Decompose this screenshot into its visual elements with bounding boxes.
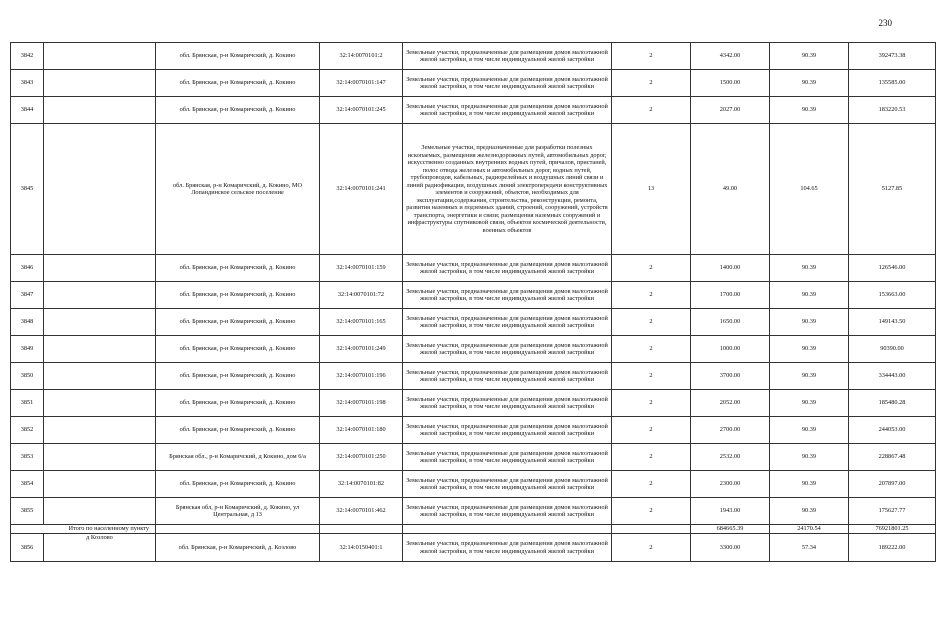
cadastral-number-cell: 32:14:0070101:241 xyxy=(320,124,403,255)
row-number: 3845 xyxy=(11,124,44,255)
row-number: 3854 xyxy=(11,471,44,498)
address-cell: обл. Брянская, р-н Комаричский, д. Козлово xyxy=(156,534,320,562)
locality-cell xyxy=(44,309,156,336)
group-cell: 2 xyxy=(612,417,691,444)
rate-cell: 90.39 xyxy=(770,471,849,498)
land-use-cell: Земельные участки, предназначенные для размещения домов малоэтажной жилой застройки, в том числе индивидуальной жилой застройки xyxy=(403,363,612,390)
table-row xyxy=(11,390,936,417)
cadastral-number-cell: 32:14:0070101:249 xyxy=(320,336,403,363)
land-use-cell: Земельные участки, предназначенные для размещения домов малоэтажной жилой застройки, в том числе индивидуальной жилой застройки xyxy=(403,309,612,336)
group-cell: 13 xyxy=(612,124,691,255)
cadastral-number-cell: 32:14:0070101:180 xyxy=(320,417,403,444)
area-cell: 1000.00 xyxy=(691,336,770,363)
land-use-cell: Земельные участки, предназначенные для разработки полезных ископаемых, размещения железнодорожных путей, автомобильных дорог, искусственно созданных внутренних водных путей, причалов, пристаней, полос отвода железных и автомобильных дорог, водных путей, трубопроводов, кабельных, радиорелейных и воздушных линий связи и линий радиофикации, воздушных линий электропередачи конструктивных элементов и сооружений, объектов, необходимых для эксплуатации,содержания, строительства, реконструкции, ремонта, развития наземных и подземных зданий, строений, сооружений, устройств транспорта, энергетики и связи; размещения наземных сооружений и инфраструктуры спутниковой связи, объектов космической деятельности, военных объектов xyxy=(403,124,612,255)
locality-cell xyxy=(44,124,156,255)
cadastral-number-cell: 32:14:0070101:82 xyxy=(320,471,403,498)
area-cell: 1650.00 xyxy=(691,309,770,336)
rate-cell: 57.34 xyxy=(770,534,849,562)
locality-cell xyxy=(44,97,156,124)
row-number: 3850 xyxy=(11,363,44,390)
empty-cell xyxy=(403,525,612,534)
cadastral-number-cell: 32:14:0070101:462 xyxy=(320,498,403,525)
area-cell: 4342.00 xyxy=(691,43,770,70)
area-cell: 2300.00 xyxy=(691,471,770,498)
locality-cell xyxy=(44,70,156,97)
land-use-cell: Земельные участки, предназначенные для размещения домов малоэтажной жилой застройки, в том числе индивидуальной жилой застройки xyxy=(403,282,612,309)
locality-name-cell: д Козлово xyxy=(44,534,156,562)
table-row xyxy=(11,498,936,525)
land-use-cell: Земельные участки, предназначенные для размещения домов малоэтажной жилой застройки, в том числе индивидуальной жилой застройки xyxy=(403,444,612,471)
address-cell: обл. Брянская, р-н Комаричский, д. Кокино xyxy=(156,282,320,309)
locality-cell xyxy=(44,498,156,525)
value-cell: 149143.50 xyxy=(849,309,936,336)
group-cell: 2 xyxy=(612,498,691,525)
locality-cell xyxy=(44,471,156,498)
land-use-cell: Земельные участки, предназначенные для размещения домов малоэтажной жилой застройки, в том числе индивидуальной жилой застройки xyxy=(403,534,612,562)
value-cell: 244053.00 xyxy=(849,417,936,444)
address-cell: обл. Брянская, р-н Комаричский, д. Кокино xyxy=(156,336,320,363)
row-number: 3855 xyxy=(11,498,44,525)
value-cell: 5127.85 xyxy=(849,124,936,255)
group-cell: 2 xyxy=(612,282,691,309)
value-cell: 183220.53 xyxy=(849,97,936,124)
group-cell: 2 xyxy=(612,534,691,562)
table-row xyxy=(11,534,936,562)
rate-cell: 90.39 xyxy=(770,282,849,309)
cadastral-number-cell: 32:14:0070101:2 xyxy=(320,43,403,70)
address-cell: обл. Брянская, р-н Комаричский, д. Кокино xyxy=(156,43,320,70)
table-row xyxy=(11,124,936,255)
land-use-cell: Земельные участки, предназначенные для размещения домов малоэтажной жилой застройки, в том числе индивидуальной жилой застройки xyxy=(403,390,612,417)
group-cell: 2 xyxy=(612,444,691,471)
area-cell: 1400.00 xyxy=(691,255,770,282)
value-cell: 90390.00 xyxy=(849,336,936,363)
table-row xyxy=(11,444,936,471)
locality-cell xyxy=(44,255,156,282)
area-cell: 3300.00 xyxy=(691,534,770,562)
empty-cell xyxy=(612,525,691,534)
rate-cell: 90.39 xyxy=(770,43,849,70)
land-use-cell: Земельные участки, предназначенные для размещения домов малоэтажной жилой застройки, в том числе индивидуальной жилой застройки xyxy=(403,97,612,124)
cadastral-number-cell: 32:14:0070101:147 xyxy=(320,70,403,97)
area-cell: 2532.00 xyxy=(691,444,770,471)
land-valuation-table xyxy=(10,42,936,562)
cadastral-number-cell: 32:14:0070101:165 xyxy=(320,309,403,336)
value-cell: 153663.00 xyxy=(849,282,936,309)
total-rate-cell: 24170.54 xyxy=(770,525,849,534)
locality-cell xyxy=(44,43,156,70)
table-row xyxy=(11,255,936,282)
row-number: 3842 xyxy=(11,43,44,70)
locality-cell xyxy=(44,282,156,309)
address-cell: обл. Брянская, р-н Комаричский, д. Кокино xyxy=(156,309,320,336)
value-cell: 228867.48 xyxy=(849,444,936,471)
cadastral-number-cell: 32:14:0070101:159 xyxy=(320,255,403,282)
row-number: 3843 xyxy=(11,70,44,97)
table-row xyxy=(11,97,936,124)
area-cell: 1500.00 xyxy=(691,70,770,97)
area-cell: 49.00 xyxy=(691,124,770,255)
total-area-cell: 684665.39 xyxy=(691,525,770,534)
table-row xyxy=(11,471,936,498)
group-cell: 2 xyxy=(612,255,691,282)
address-cell: обл. Брянская, р-н Комаричский, д. Кокино xyxy=(156,390,320,417)
address-cell: обл. Брянская, р-н Комаричский, д. Кокино xyxy=(156,70,320,97)
row-number: 3852 xyxy=(11,417,44,444)
group-cell: 2 xyxy=(612,336,691,363)
group-cell: 2 xyxy=(612,70,691,97)
value-cell: 185480.28 xyxy=(849,390,936,417)
land-use-cell: Земельные участки, предназначенные для размещения домов малоэтажной жилой застройки, в том числе индивидуальной жилой застройки xyxy=(403,417,612,444)
cadastral-number-cell: 32:14:0070101:198 xyxy=(320,390,403,417)
row-number: 3848 xyxy=(11,309,44,336)
row-number: 3849 xyxy=(11,336,44,363)
address-cell: обл. Брянская, р-н Комаричский, д. Кокино xyxy=(156,363,320,390)
group-cell: 2 xyxy=(612,390,691,417)
area-cell: 2052.00 xyxy=(691,390,770,417)
value-cell: 334443.00 xyxy=(849,363,936,390)
rate-cell: 90.39 xyxy=(770,444,849,471)
land-use-cell: Земельные участки, предназначенные для размещения домов малоэтажной жилой застройки, в том числе индивидуальной жилой застройки xyxy=(403,471,612,498)
address-cell: обл. Брянская, р-н Комаричский, д. Кокино xyxy=(156,97,320,124)
group-cell: 2 xyxy=(612,309,691,336)
table-row xyxy=(11,309,936,336)
rate-cell: 90.39 xyxy=(770,363,849,390)
land-use-cell: Земельные участки, предназначенные для размещения домов малоэтажной жилой застройки, в том числе индивидуальной жилой застройки xyxy=(403,70,612,97)
group-cell: 2 xyxy=(612,471,691,498)
total-value-cell: 76921801.25 xyxy=(849,525,936,534)
cadastral-number-cell: 32:14:0070101:72 xyxy=(320,282,403,309)
cadastral-number-cell: 32:14:0150401:1 xyxy=(320,534,403,562)
cadastral-number-cell: 32:14:0070101:250 xyxy=(320,444,403,471)
row-number: 3847 xyxy=(11,282,44,309)
rate-cell: 90.39 xyxy=(770,336,849,363)
cadastral-number-cell: 32:14:0070101:245 xyxy=(320,97,403,124)
address-cell: обл. Брянская, р-н Комаричский, д. Кокино xyxy=(156,255,320,282)
empty-cell xyxy=(156,525,320,534)
group-cell: 2 xyxy=(612,363,691,390)
rate-cell: 104.65 xyxy=(770,124,849,255)
row-number: 3853 xyxy=(11,444,44,471)
table-row xyxy=(11,43,936,70)
rate-cell: 90.39 xyxy=(770,309,849,336)
address-cell: Брянская обл, р-н Комаричский, д. Кокино, ул Центральная, д 13 xyxy=(156,498,320,525)
locality-cell xyxy=(44,336,156,363)
rate-cell: 90.39 xyxy=(770,417,849,444)
table-row xyxy=(11,363,936,390)
land-use-cell: Земельные участки, предназначенные для размещения домов малоэтажной жилой застройки, в том числе индивидуальной жилой застройки xyxy=(403,255,612,282)
rate-cell: 90.39 xyxy=(770,255,849,282)
rate-cell: 90.39 xyxy=(770,97,849,124)
group-cell: 2 xyxy=(612,43,691,70)
value-cell: 135585.00 xyxy=(849,70,936,97)
locality-cell xyxy=(44,363,156,390)
area-cell: 1700.00 xyxy=(691,282,770,309)
address-cell: Брянская обл., р-н Комаричский, д Кокино, дом 6/а xyxy=(156,444,320,471)
address-cell: обл. Брянская, р-н Комаричский, д. Кокино, МО Лопандинское сельское поселение xyxy=(156,124,320,255)
row-number: 3846 xyxy=(11,255,44,282)
land-use-cell: Земельные участки, предназначенные для размещения домов малоэтажной жилой застройки, в том числе индивидуальной жилой застройки xyxy=(403,498,612,525)
area-cell: 2027.00 xyxy=(691,97,770,124)
area-cell: 3700.00 xyxy=(691,363,770,390)
rate-cell: 90.39 xyxy=(770,70,849,97)
value-cell: 175627.77 xyxy=(849,498,936,525)
area-cell: 2700.00 xyxy=(691,417,770,444)
table-row xyxy=(11,70,936,97)
value-cell: 392473.38 xyxy=(849,43,936,70)
value-cell: 126546.00 xyxy=(849,255,936,282)
rate-cell: 90.39 xyxy=(770,498,849,525)
page-number: 230 xyxy=(878,18,892,28)
row-number: 3844 xyxy=(11,97,44,124)
locality-total-label: Итого по населенному пункту xyxy=(11,525,156,534)
address-cell: обл. Брянская, р-н Комаричский, д. Кокино xyxy=(156,471,320,498)
value-cell: 207897.00 xyxy=(849,471,936,498)
locality-cell xyxy=(44,444,156,471)
address-cell: обл. Брянская, р-н Комаричский, д. Кокино xyxy=(156,417,320,444)
table-row xyxy=(11,282,936,309)
group-cell: 2 xyxy=(612,97,691,124)
locality-cell xyxy=(44,417,156,444)
row-number: 3851 xyxy=(11,390,44,417)
land-use-cell: Земельные участки, предназначенные для размещения домов малоэтажной жилой застройки, в том числе индивидуальной жилой застройки xyxy=(403,43,612,70)
area-cell: 1943.00 xyxy=(691,498,770,525)
empty-cell xyxy=(320,525,403,534)
table-row xyxy=(11,336,936,363)
value-cell: 189222.00 xyxy=(849,534,936,562)
locality-cell xyxy=(44,390,156,417)
table-row xyxy=(11,417,936,444)
rate-cell: 90.39 xyxy=(770,390,849,417)
row-number: 3856 xyxy=(11,534,44,562)
cadastral-number-cell: 32:14:0070101:196 xyxy=(320,363,403,390)
land-use-cell: Земельные участки, предназначенные для размещения домов малоэтажной жилой застройки, в том числе индивидуальной жилой застройки xyxy=(403,336,612,363)
locality-total-row xyxy=(11,525,936,534)
